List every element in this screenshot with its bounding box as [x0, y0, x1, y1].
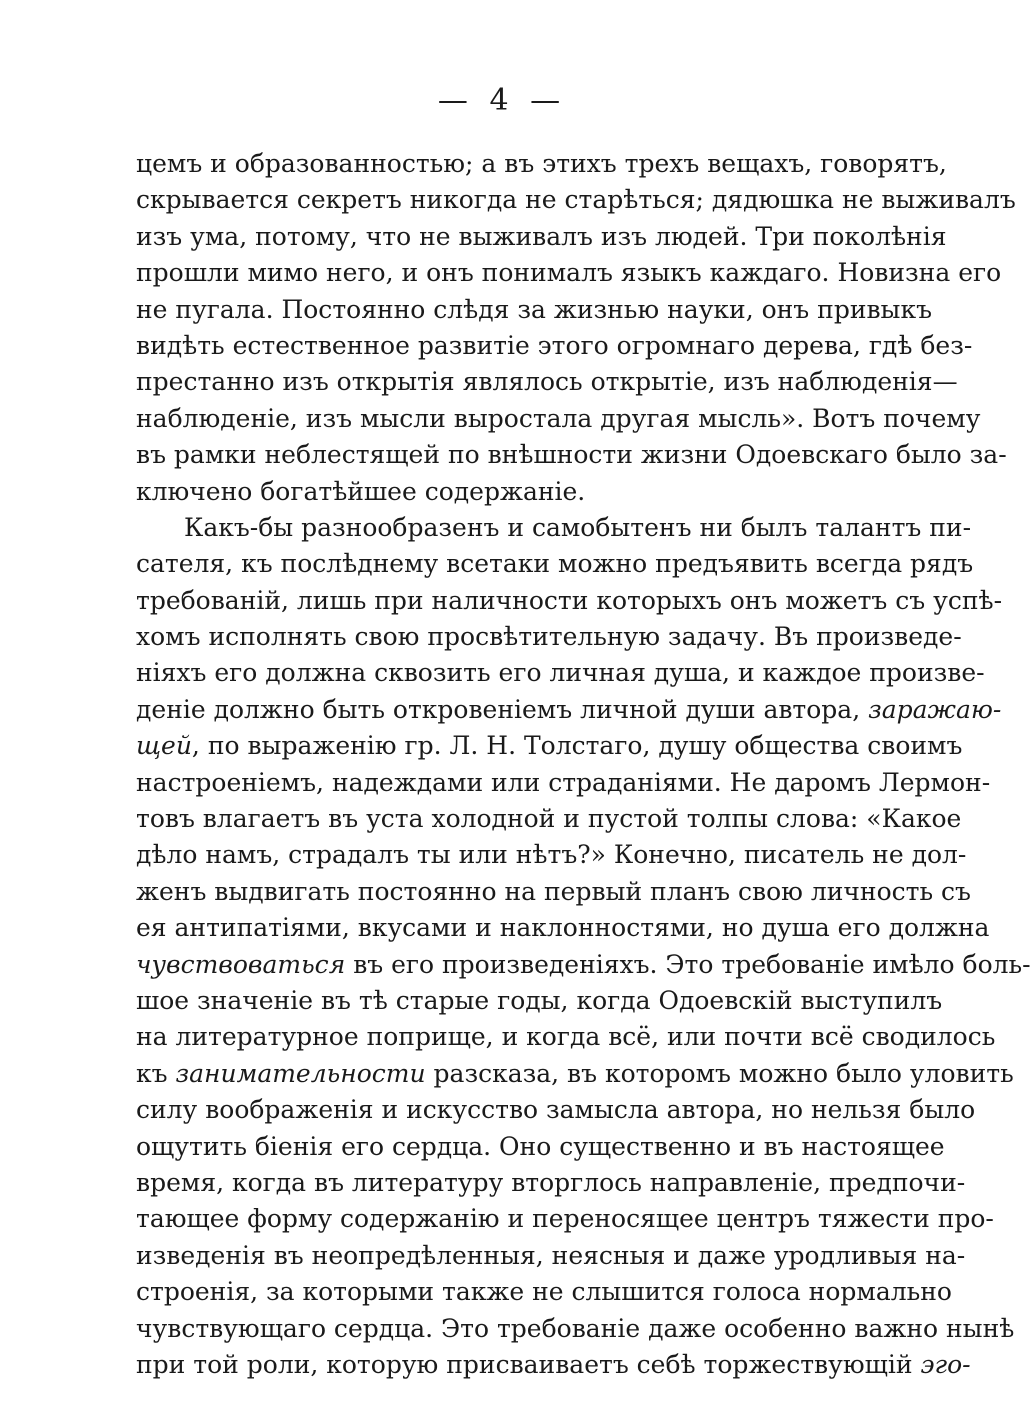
text-line: наблюденіе, изъ мысли выростала другая мысль». Вотъ почему	[136, 403, 981, 433]
text-segment: разсказа, въ которомъ можно было уловить	[425, 1058, 1014, 1088]
text-line: сателя, къ послѣднему всетаки можно предъявить всегда рядъ	[136, 549, 974, 579]
italic-emphasis: занимательности	[175, 1058, 426, 1088]
text-line: на литературное поприще, и когда всё, или почти всё сводилось	[136, 1022, 996, 1052]
text-line: ніяхъ его должна сквозить его личная душа, и каждое произве-	[136, 658, 985, 688]
text-line	[136, 692, 1002, 728]
text-line: строенія, за которыми также не слышится голоса нормально	[136, 1277, 952, 1307]
text-line: чувствующаго сердца. Это требованіе даже особенно важно нынѣ	[136, 1313, 1015, 1343]
text-line: прошли мимо него, и онъ понималъ языкъ каждаго. Новизна его	[136, 258, 1002, 288]
text-line: настроеніемъ, надеждами или страданіями. Не даромъ Лермон-	[136, 767, 991, 797]
text-line: товъ влагаетъ въ уста холодной и пустой толпы слова: «Какое	[136, 804, 962, 834]
text-line: время, когда въ литературу вторглось направленіе, предпочи-	[136, 1167, 966, 1197]
text-segment: въ его произведеніяхъ. Это требованіе имѣло боль-	[345, 949, 1031, 979]
text-segment: при той роли, которую присваиваетъ себѣ торжествующій	[136, 1349, 921, 1379]
text-line: ощутить біенія его сердца. Оно существенно и въ настоящее	[136, 1131, 945, 1161]
text-line: въ рамки неблестящей по внѣшности жизни Одоевскаго было за-	[136, 440, 1007, 470]
text-line: женъ выдвигать постоянно на первый планъ свою личность съ	[136, 876, 971, 906]
text-line: изъ ума, потому, что не выживалъ изъ людей. Три поколѣнія	[136, 221, 947, 251]
text-line: видѣть естественное развитіе этого огромнаго дерева, гдѣ без-	[136, 330, 973, 360]
text-segment: деніе должно быть откровеніемъ личной души автора,	[136, 694, 869, 724]
text-segment: , по выраженію гр. Л. Н. Толстаго, душу общества своимъ	[191, 731, 963, 761]
paragraph-1	[136, 146, 1016, 510]
italic-emphasis: чувствоваться	[136, 949, 346, 979]
text-line	[136, 947, 1031, 983]
text-line: Какъ-бы разнообразенъ и самобытенъ ни былъ талантъ пи-	[184, 512, 972, 542]
text-line	[136, 1347, 971, 1383]
text-line: ея антипатіями, вкусами и наклонностями, но душа его должна	[136, 913, 990, 943]
text-line: не пугала. Постоянно слѣдя за жизнью науки, онъ привыкъ	[136, 294, 932, 324]
text-line: тающее форму содержанію и переносящее центръ тяжести про-	[136, 1204, 994, 1234]
text-segment: къ	[136, 1058, 176, 1088]
text-line: хомъ исполнять свою просвѣтительную задачу. Въ произведе-	[136, 622, 962, 652]
text-line: цемъ и образованностью; а въ этихъ трехъ вещахъ, говорятъ,	[136, 149, 947, 178]
text-line: шое значеніе въ тѣ старые годы, когда Одоевскій выступилъ	[136, 985, 943, 1015]
italic-emphasis: заражаю-	[868, 694, 1002, 724]
text-line: силу воображенія и искусство замысла автора, но нельзя было	[136, 1095, 976, 1125]
text-line: скрывается секретъ никогда не старѣться; дядюшка не выживалъ	[136, 185, 1016, 215]
text-line: дѣло намъ, страдалъ ты или нѣтъ?» Конечно, писатель не дол-	[136, 840, 967, 870]
text-line: престанно изъ открытія являлось открытіе, изъ наблюденія—	[136, 367, 958, 397]
text-line: ключено богатѣйшее содержаніе.	[136, 476, 586, 506]
italic-emphasis: щей	[136, 731, 192, 761]
italic-emphasis: эго-	[920, 1349, 971, 1379]
paragraph-2	[136, 510, 1031, 1383]
text-line: требованій, лишь при наличности которыхъ онъ можетъ съ успѣ-	[136, 585, 1003, 615]
page-number: — 4 —	[437, 83, 563, 118]
body-text	[136, 146, 1031, 1383]
text-line: изведенія въ неопредѣленныя, неясныя и даже уродливыя на-	[136, 1240, 966, 1270]
text-line	[136, 728, 963, 764]
text-line	[136, 1056, 1014, 1092]
